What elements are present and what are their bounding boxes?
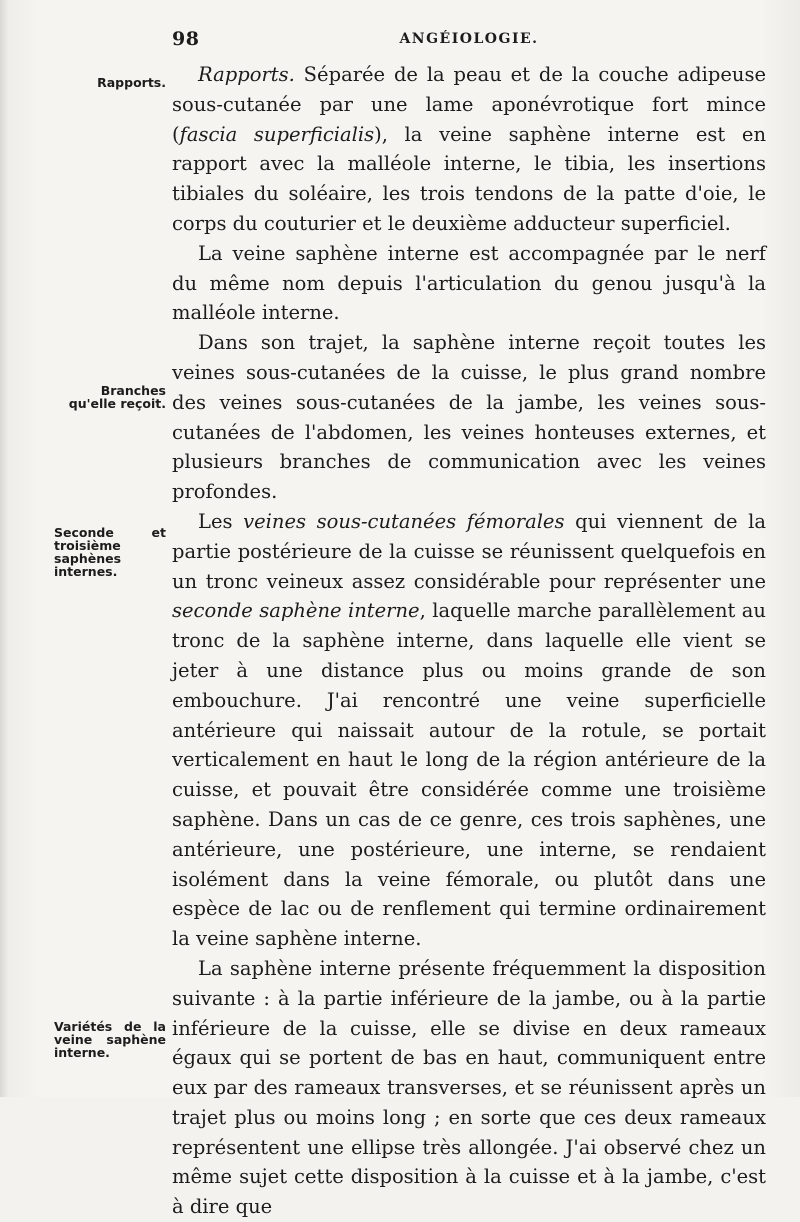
margin-notes [0,0,172,1097]
paragraph-nerf: La veine saphène interne est accompagnée par le nerf du même nom depuis l'articulation du genou jusqu'à la malléole interne. [172,241,766,325]
paragraph-trajet: Dans son trajet, la saphène interne reçoit toutes les veines sous-cutanées de la cuisse, le plus grand nombre des veines sous-cutanées de la jambe, les veines sous-cutanées de l'abdomen, les veines honteuses externes, et plusieurs branches de communication avec les veines profondes. [172,331,766,504]
running-title: ANGÉIOLOGIE. [399,31,539,47]
margin-note-seconde-saphene: Seconde et troisième saphènes internes. [54,525,166,579]
margin-note-varietes: Variétés de la veine saphène interne. [54,1019,166,1060]
paragraph-disposition: La saphène interne présente fréquemment la disposition suivante : à la partie inférieure de la jambe, ou à la partie inférieure de la cuisse, elle se divise en deux rameaux égaux qui se portent de bas en haut, communiquent entre eux par des rameaux transverses, et se réunissent après un trajet plus ou moins long ; en sorte que ces deux rameaux représentent une ellipse très allongée. J'ai observé chez un même sujet cette disposition à la cuisse et à la jambe, c'est à dire que [172,956,766,1219]
page-header [172,28,766,52]
paragraph-lead: Rapports. [198,63,295,86]
paragraph-rapports: Rapports. Séparée de la peau et de la couche adipeuse sous-cutanée par une lame aponévrotique fort mince (fascia superficialis), la veine saphène interne est en rapport avec la malléole interne, le tibia, les insertions tibiales du soléaire, les trois tendons de la patte d'oie, le corps du couturier et le deuxième adducteur superficiel. [172,63,767,235]
page-number: 98 [172,28,200,50]
margin-note-rapports: Rapports. [97,75,166,90]
body-text [172,60,766,1222]
paragraph-veines-femorales: Les veines sous-cutanées fémorales qui viennent de la partie postérieure de la cuisse se réunissent quelquefois en un tronc veineux assez considérable pour représenter une seconde saphène interne, laquelle marche parallèlement au tronc de la saphène interne, dans laquelle elle vient se jeter à une distance plus ou moins grande de son embouchure. J'ai rencontré une veine superficielle antérieure qui naissait autour de la rotule, se portait verticalement en haut le long de la région antérieure de la cuisse, et pouvait être considérée comme une troisième saphène. Dans un cas de ce genre, ces trois saphènes, une antérieure, une postérieure, une interne, se rendaient isolément dans la veine fémorale, ou plutôt dans une espèce de lac ou de renflement qui termine ordinairement la veine saphène interne. [172,509,766,951]
margin-note-branches: Branches qu'elle reçoit. [68,383,166,411]
